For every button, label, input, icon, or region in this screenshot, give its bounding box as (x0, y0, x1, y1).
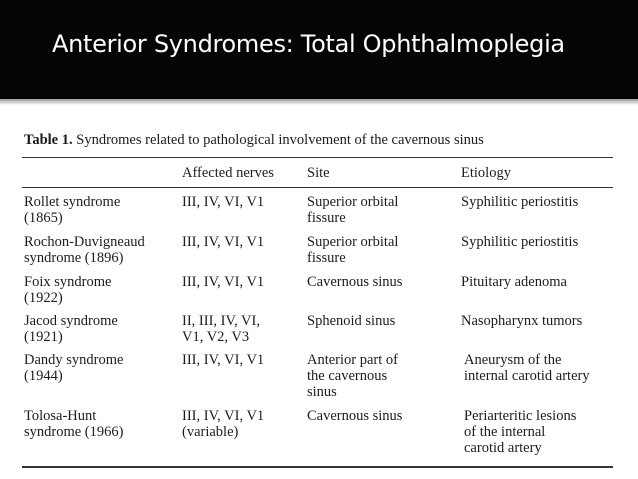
row-foix-syndrome: Foix syndrome (1922) (24, 274, 112, 306)
row-rollet-site: Superior orbital fissure (307, 194, 399, 226)
title-bar (0, 0, 638, 99)
row-rochon-nerves: III, IV, VI, V1 (182, 234, 265, 250)
table-caption-text: Syndromes related to pathological involvement of the cavernous sinus (76, 132, 484, 148)
row-rollet-syndrome: Rollet syndrome (1865) (24, 194, 121, 226)
row-rollet-etiology: Syphilitic periostitis (461, 194, 579, 210)
row-dandy-site: Anterior part of the cavernous sinus (307, 352, 398, 400)
row-jacod-nerves: II, III, IV, VI, V1, V2, V3 (182, 313, 260, 345)
table-bottom-rule (22, 466, 613, 468)
row-rollet-nerves: III, IV, VI, V1 (182, 194, 265, 210)
row-dandy-etiology: Aneurysm of the internal carotid artery (464, 352, 590, 384)
table-caption-label: Table 1. (24, 132, 73, 148)
row-dandy-syndrome: Dandy syndrome (1944) (24, 352, 124, 384)
row-foix-site: Cavernous sinus (307, 274, 403, 290)
row-tolosa-hunt-nerves: III, IV, VI, V1 (variable) (182, 408, 265, 440)
row-rochon-syndrome: Rochon-Duvigneaud syndrome (1896) (24, 234, 145, 266)
row-rochon-etiology: Syphilitic periostitis (461, 234, 579, 250)
table-caption (24, 132, 484, 149)
table-header-rule (22, 187, 613, 188)
row-rochon-site: Superior orbital fissure (307, 234, 399, 266)
row-jacod-site: Sphenoid sinus (307, 313, 396, 329)
row-foix-nerves: III, IV, VI, V1 (182, 274, 265, 290)
row-tolosa-hunt-etiology: Periarteritic lesions of the internal carotid artery (464, 408, 577, 456)
row-foix-etiology: Pituitary adenoma (461, 274, 567, 290)
header-site: Site (307, 165, 330, 181)
row-jacod-syndrome: Jacod syndrome (1921) (24, 313, 118, 345)
row-tolosa-hunt-syndrome: Tolosa-Hunt syndrome (1966) (24, 408, 124, 440)
header-etiology: Etiology (461, 165, 511, 181)
row-jacod-etiology: Nasopharynx tumors (461, 313, 583, 329)
slide-title: Anterior Syndromes: Total Ophthalmoplegia (52, 30, 565, 58)
row-tolosa-hunt-site: Cavernous sinus (307, 408, 403, 424)
title-bar-shadow (0, 99, 638, 105)
header-affected-nerves: Affected nerves (182, 165, 274, 181)
table-top-rule (22, 157, 613, 158)
row-dandy-nerves: III, IV, VI, V1 (182, 352, 265, 368)
